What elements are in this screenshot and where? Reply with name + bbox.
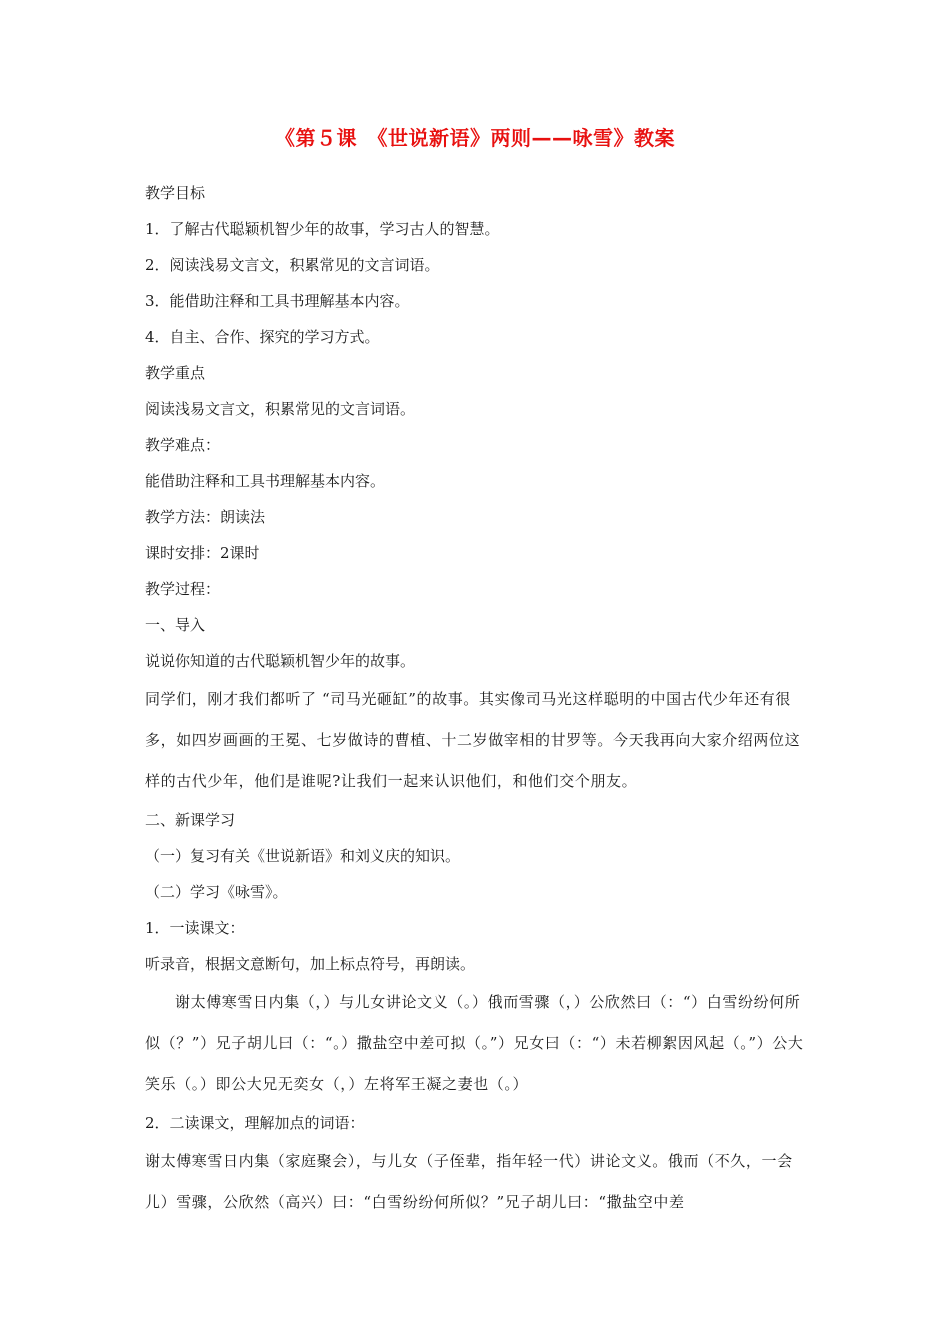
heading-difficulties: 教学难点： (145, 436, 221, 454)
lesson-step: （一）复习有关《世说新语》和刘义庆的知识。 (145, 847, 461, 865)
section-new-lesson: 二、新课学习 (145, 811, 236, 829)
annotated-text: 谢太傅寒雪日内集（家庭聚会），与儿女（子侄辈，指年轻一代）讲论文义。俄而（不久，一会儿）雪骤，公欣然（高兴）曰：“白雪纷纷何所似？”兄子胡儿曰：“撒盐空中差 (145, 1152, 793, 1211)
heading-process: 教学过程： (145, 580, 221, 598)
reading-step-1: 1．一读课文： (145, 919, 245, 937)
document-body (145, 175, 815, 1223)
reading-instruction: 听录音，根据文意断句，加上标点符号，再朗读。 (145, 955, 476, 973)
difficulty-text: 能借助注释和工具书理解基本内容。 (145, 472, 386, 490)
objective-item: 4．自主、合作、探究的学习方式。 (145, 328, 380, 346)
class-schedule: 课时安排：2课时 (145, 544, 260, 562)
punctuation-exercise: 谢太傅寒雪日内集（，）与儿女讲论文义（。）俄而雪骤（，）公欣然曰（：“）白雪纷纷何所似（？”）兄子胡儿曰（：“。）撒盐空中差可拟（。”）兄女曰（：“）未若柳絮因风起（。”）公大笑乐（。）即公大兄无奕女（，）左将军王凝之妻也（。） (145, 993, 804, 1093)
objective-item: 3．能借助注释和工具书理解基本内容。 (145, 292, 410, 310)
objective-item: 2．阅读浅易文言文，积累常见的文言词语。 (145, 256, 440, 274)
heading-objectives: 教学目标 (145, 184, 206, 202)
document-title: 《第５课 《世说新语》两则——咏雪》教案 (275, 126, 675, 150)
introduction-paragraph: 同学们，刚才我们都听了 “司马光砸缸”的故事。其实像司马光这样聪明的中国古代少年还有很多，如四岁画画的王冕、七岁做诗的曹植、十二岁做宰相的甘罗等。今天我再向大家介绍两位这样的古代少年，他们是谁呢?让我们一起来认识他们，和他们交个朋友。 (145, 690, 801, 790)
teaching-method: 教学方法：朗读法 (145, 508, 266, 526)
objective-item: 1．了解古代聪颖机智少年的故事，学习古人的智慧。 (145, 220, 500, 238)
heading-key-points: 教学重点 (145, 364, 206, 382)
reading-step-2: 2．二读课文，理解加点的词语： (145, 1114, 365, 1132)
introduction-prompt: 说说你知道的古代聪颖机智少年的故事。 (145, 652, 416, 670)
lesson-step: （二）学习《咏雪》。 (145, 883, 288, 901)
section-introduction: 一、导入 (145, 616, 206, 634)
key-point-text: 阅读浅易文言文，积累常见的文言词语。 (145, 400, 416, 418)
